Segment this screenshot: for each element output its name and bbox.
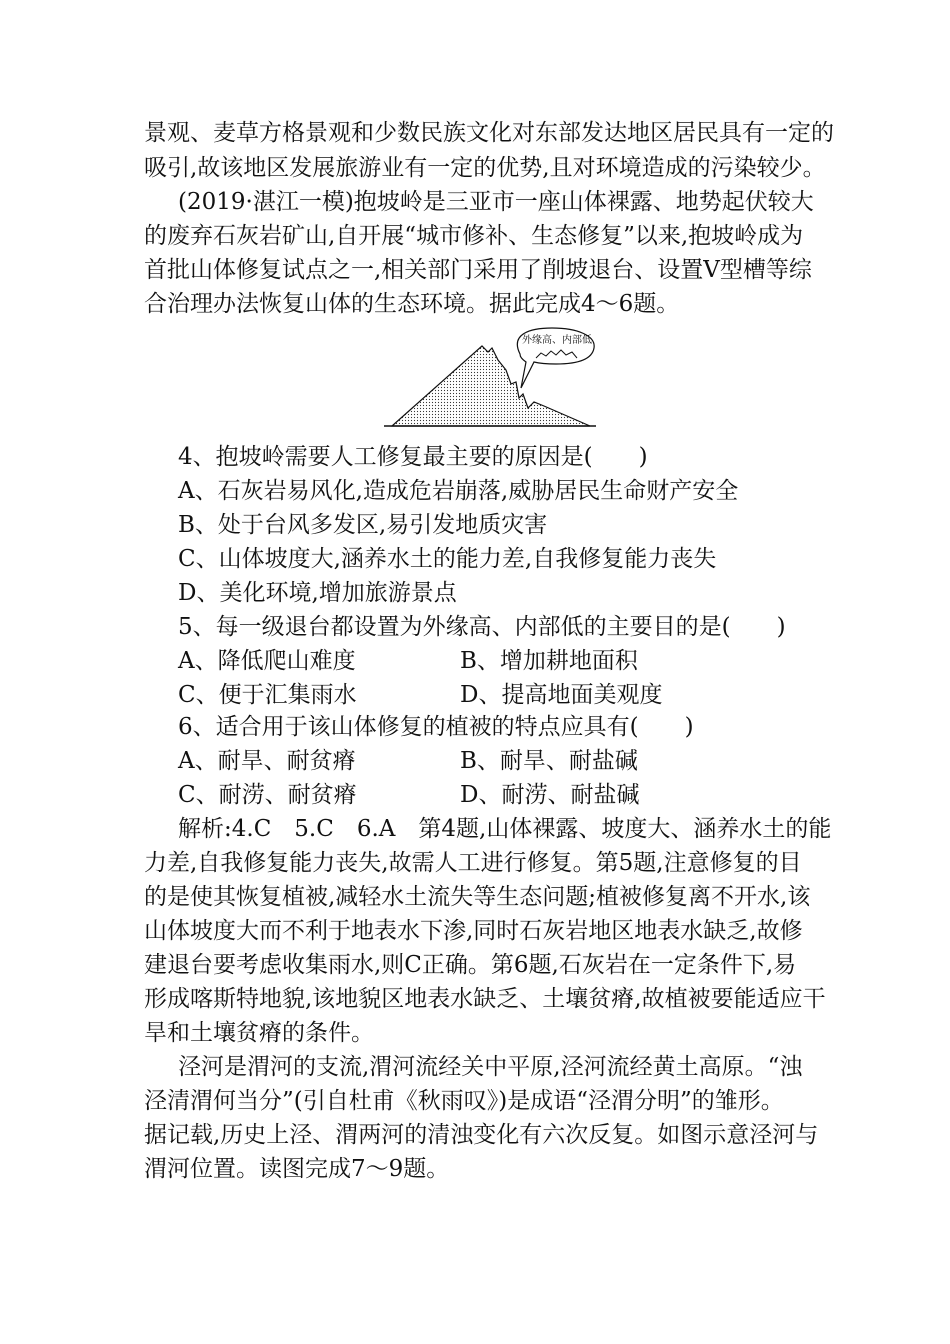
text-line: 泾清渭何当分”(引自杜甫《秋雨叹》)是成语“泾渭分明”的雏形。 [144,1088,784,1114]
mountain-diagram [380,326,600,430]
text-line: 合治理办法恢复山体的生态环境。据此完成4～6题。 [144,291,680,317]
q4-option-c: C、山体坡度大,涵养水土的能力差,自我修复能力丧失 [178,546,717,572]
q6-option-row [178,780,640,810]
text-line: 吸引,故该地区发展旅游业有一定的优势,且对环境造成的污染较少。 [144,155,826,181]
q4-option-b: B、处于台风多发区,易引发地质灾害 [178,512,548,538]
question-6-stem: 6、适合用于该山体修复的植被的特点应具有( ) [178,714,694,740]
analysis-line: 建退台要考虑收集雨水,则C正确。第6题,石灰岩在一定条件下,易 [144,952,797,978]
q6-option-b: B、耐旱、耐盐碱 [460,748,638,774]
q5-option-c: C、便于汇集雨水 [178,682,357,708]
q5-option-a: A、降低爬山难度 [178,648,356,674]
text-line: (2019·湛江一模)抱坡岭是三亚市一座山体裸露、地势起伏较大 [178,189,814,215]
q6-option-row [178,746,638,776]
q6-option-a: A、耐旱、耐贫瘠 [178,748,356,774]
q4-option-a: A、石灰岩易风化,造成危岩崩落,威胁居民生命财产安全 [178,478,739,504]
callout-label: 外缘高、内部低 [522,335,592,346]
q6-option-d: D、耐涝、耐盐碱 [460,782,640,808]
analysis-line: 的是使其恢复植被,减轻水土流失等生态问题;植被修复离不开水,该 [144,884,811,910]
analysis-line: 解析:4.C 5.C 6.A 第4题,山体裸露、坡度大、涵养水土的能 [178,816,832,842]
analysis-line: 形成喀斯特地貌,该地貌区地表水缺乏、土壤贫瘠,故植被要能适应干 [144,986,826,1012]
analysis-line: 山体坡度大而不利于地表水下渗,同时石灰岩地区地表水缺乏,故修 [144,918,803,944]
text-line: 首批山体修复试点之一,相关部门采用了削坡退台、设置Ⅴ型槽等综 [144,257,812,283]
analysis-line: 力差,自我修复能力丧失,故需人工进行修复。第5题,注意修复的目 [144,850,802,876]
text-line: 的废弃石灰岩矿山,自开展“城市修补、生态修复”以来,抱坡岭成为 [144,223,804,249]
text-line: 景观、麦草方格景观和少数民族文化对东部发达地区居民具有一定的 [144,120,834,146]
q4-option-d: D、美化环境,增加旅游景点 [178,580,457,606]
mountain-slope-figure [380,326,600,430]
q5-option-d: D、提高地面美观度 [460,682,663,708]
q5-option-b: B、增加耕地面积 [460,648,638,674]
q5-option-row [178,680,663,710]
question-4-stem: 4、抱坡岭需要人工修复最主要的原因是( ) [178,444,648,470]
q5-option-row [178,646,638,676]
analysis-line: 旱和土壤贫瘠的条件。 [144,1020,374,1046]
text-line: 泾河是渭河的支流,渭河流经关中平原,泾河流经黄土高原。“浊 [178,1054,803,1080]
q6-option-c: C、耐涝、耐贫瘠 [178,782,357,808]
text-line: 据记载,历史上泾、渭两河的清浊变化有六次反复。如图示意泾河与 [144,1122,819,1148]
text-line: 渭河位置。读图完成7～9题。 [144,1156,450,1182]
question-5-stem: 5、每一级退台都设置为外缘高、内部低的主要目的是( ) [178,614,786,640]
